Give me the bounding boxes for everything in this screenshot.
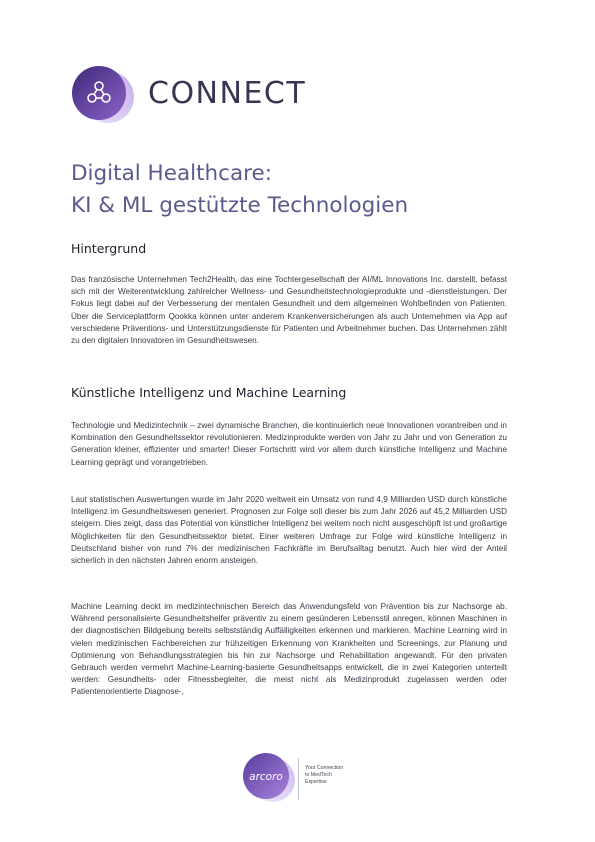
footer-tagline <box>305 765 375 786</box>
paragraph-ki-2: Laut statistischen Auswertungen wurde im Jahr 2020 weltweit ein Umsatz von rund 4,9 Milliarden USD durch künstliche Intelligenz im Gesundheitswesen generiert. Prognosen zur Folge soll dieser bis zum Jahr 2026 auf 45,2 Milliarden USD steigern. Dies zeigt, dass das Potential von künstlicher Intelligenz bei weitem noch nicht ausgeschöpft ist und großartige Möglichkeiten für den Gesundheitssektor bietet. Einer weiteren Umfrage zur Folge wird künstliche Intelligenz in Deutschland bisher von rund 7% der medizinischen Fachkräfte im Berufsalltag benutzt. Auch hier wird der Anteil sicherlich in den nächsten Jahren enorm ansteigen. <box>71 495 507 566</box>
footer-tagline-line-1: Your Connection <box>305 765 344 771</box>
footer-brand-name: arcoro <box>249 771 283 783</box>
section-heading-hintergrund: Hintergrund <box>71 241 147 256</box>
page-title <box>71 158 531 222</box>
paragraph-ki-3: Machine Learning deckt im medizintechnischen Bereich das Anwendungsfeld von Prävention bis zur Nachsorge ab. Während personalisierte Gesundheitshelfer präventiv zu einem gesünderen Lebensstil anregen, können Maschinen in der diagnostischen Bildgebung bereits selbstständig Auffälligkeiten erkennen und markieren. Machine Learning wird in vielen medizinischen Fachbereichen zur frühzeitigen Erkennung von Krankheiten und Screenings, zur Planung und Optimierung von Behandlungsstrategien bis hin zur Nachsorge und Rehabilitation angewandt. Für den privaten Gebrauch werden vermehrt Machine-Learning-basierte Gesundheitsapps entwickelt, die in zwei Kategorien unterteilt werden: Gesundheits- oder Fitnessbegleiter, die meist nicht als Medizinprodukt zugelassen werden oder Patientenorientierte Diagnose-, <box>71 602 507 697</box>
footer-tagline-line-3: Expertise <box>305 779 327 785</box>
footer-divider <box>298 758 299 800</box>
arcoro-orb-logo <box>240 750 298 804</box>
title-line-1: Digital Healthcare: <box>71 161 272 186</box>
title-line-2: KI & ML gestützte Technologien <box>71 193 409 218</box>
paragraph-hintergrund: Das französische Unternehmen Tech2Health, das eine Tochtergesellschaft der AI/ML Innovations Inc. darstellt, befasst sich mit der Weiterentwicklung zahlreicher Wellness- und Gesundheitstechnologieprodukte und -dienstleistungen. Der Fokus liegt dabei auf der Verbesserung der mentalen Gesundheit und dem allgemeinen Wohlbefinden von Patienten. Über die Serviceplattform Qookka können unter anderem Krankenversicherungen als auch Unternehmen via App auf verschiedene Präventions- und Unterstützungsdienste für Patienten und Arbeitnehmer buchen. Das Unternehmen zählt zu den digitalen Innovatoren im Gesundheitswesen. <box>71 275 507 346</box>
section-heading-ki-ml: Künstliche Intelligenz und Machine Learning <box>71 385 347 400</box>
brand-name: CONNECT <box>148 76 307 111</box>
footer-tagline-line-2: to MedTech <box>305 772 332 778</box>
network-nodes-icon <box>70 64 136 126</box>
paragraph-ki-1: Technologie und Medizintechnik – zwei dynamische Branchen, die kontinuierlich neue Innovationen vorantreiben und in Kombination den Gesundheitssektor revolutionieren. Medizinprodukte werden von Jahr zu Jahr und von Generation zu Generation kleiner, effizienter und smarter! Dieser Fortschritt wird vor allem durch künstliche Intelligenz und Machine Learning geprägt und vorangetrieben. <box>71 421 507 467</box>
